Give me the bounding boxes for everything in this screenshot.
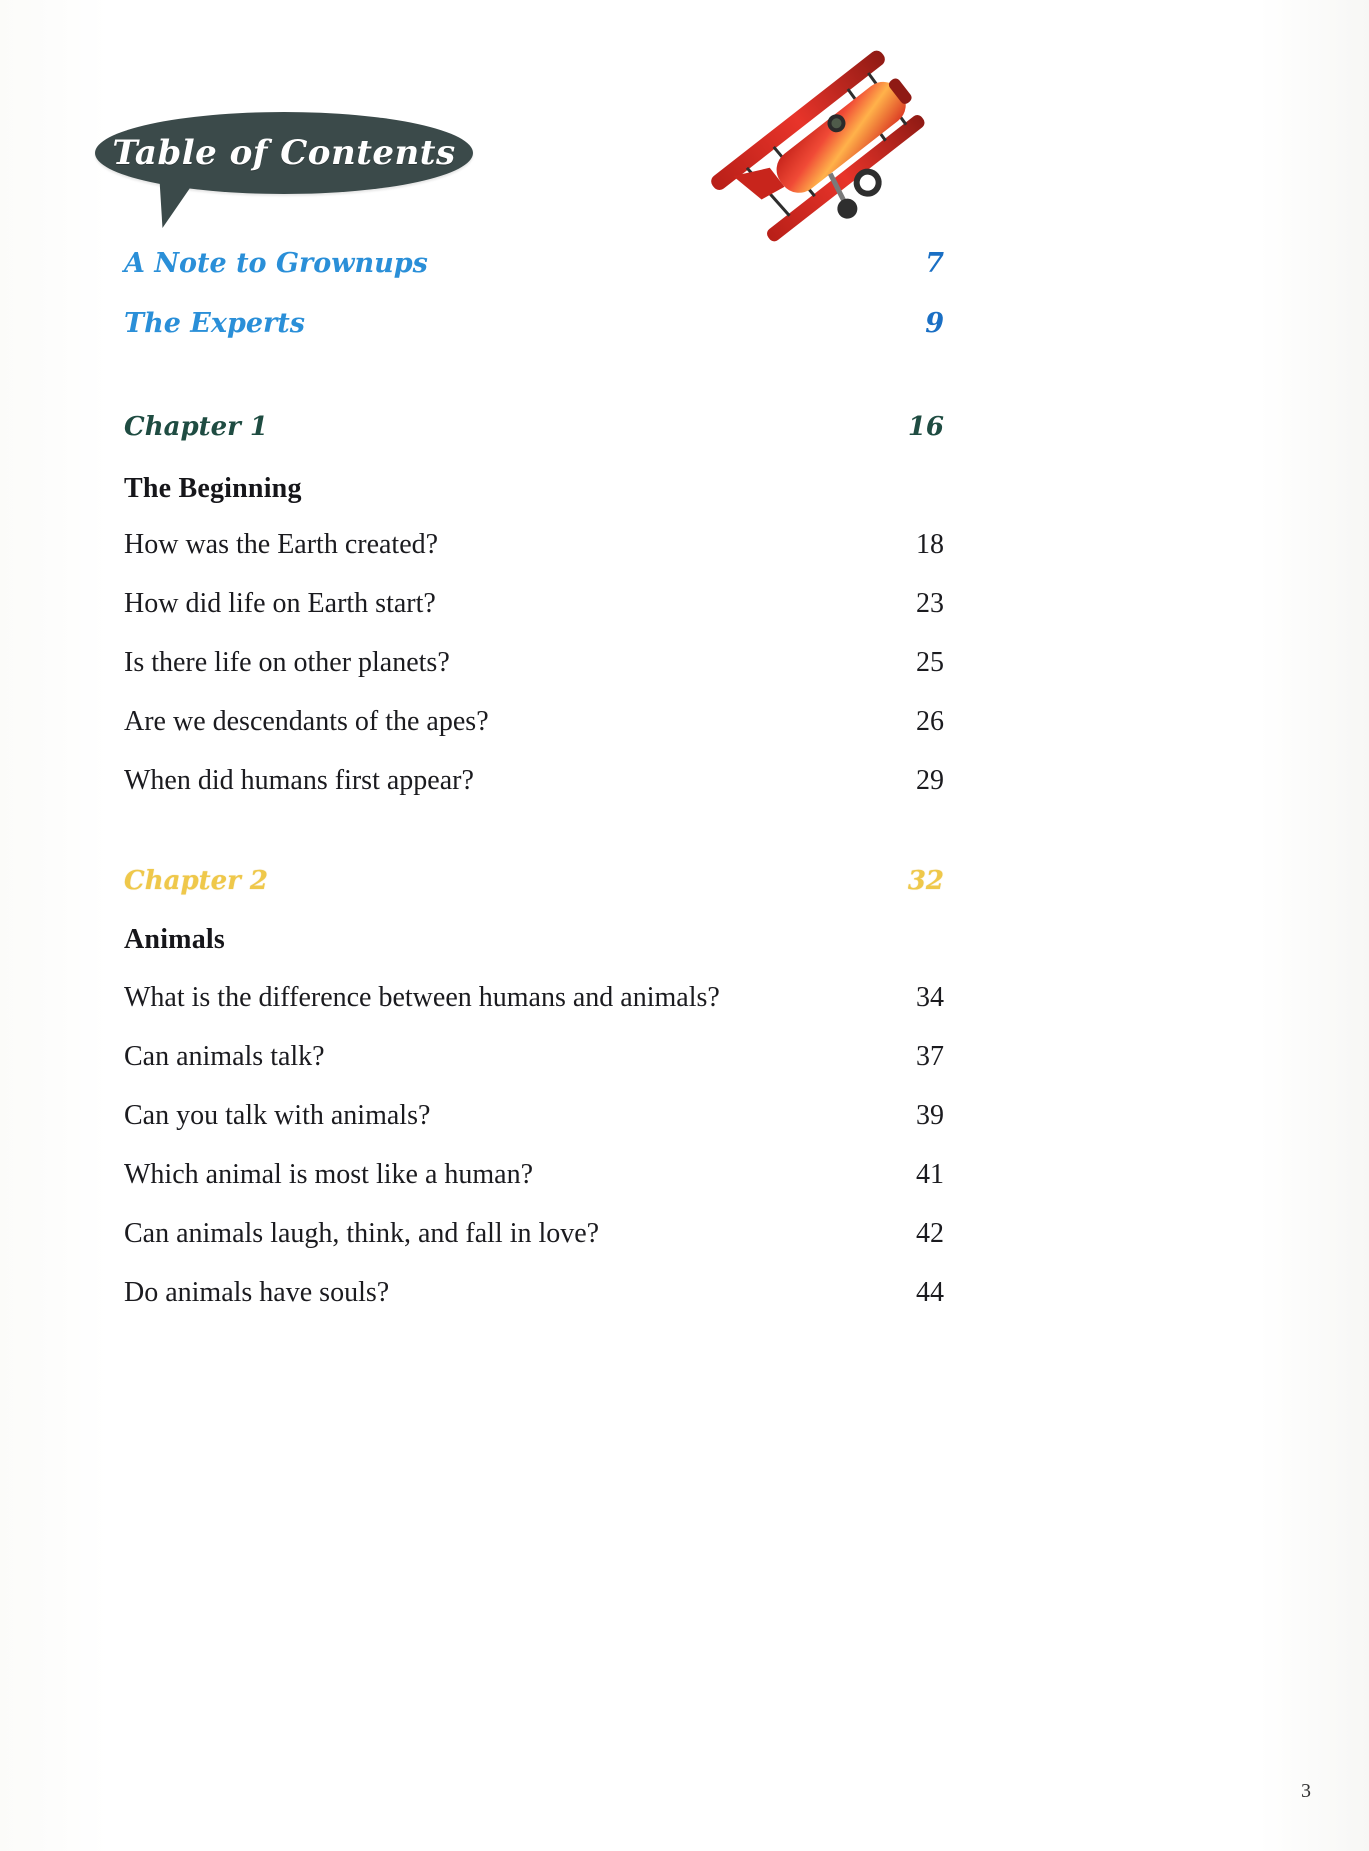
chapter-subject-label: The Beginning: [124, 473, 302, 504]
page-folio-number: 3: [1301, 1780, 1311, 1802]
toc-entry-page: 9: [925, 308, 944, 339]
toc-entry-page: 44: [916, 1277, 944, 1308]
toc-entry[interactable]: [124, 765, 944, 797]
chapter-heading-page: 16: [907, 412, 944, 442]
toc-entry-label: When did humans first appear?: [124, 765, 474, 796]
toc-entry[interactable]: [124, 1218, 944, 1250]
table-of-contents-title-bubble: [95, 112, 480, 227]
toc-entry-page: 23: [916, 588, 944, 619]
toc-entry-page: 41: [916, 1159, 944, 1190]
chapter-1-subject: [124, 473, 944, 505]
toc-entry-page: 26: [916, 706, 944, 737]
toc-entry-page: 18: [916, 529, 944, 560]
toc-entry-page: 25: [916, 647, 944, 678]
toc-entry[interactable]: [124, 1159, 944, 1191]
toc-entry-label: What is the difference between humans and animals?: [124, 982, 720, 1013]
chapter-subject-label: Animals: [124, 924, 225, 955]
chapter-heading-label: Chapter 1: [124, 412, 269, 442]
toc-entry[interactable]: [124, 588, 944, 620]
chapter-2-heading-row[interactable]: [124, 866, 944, 896]
page-title: Table of Contents: [112, 133, 456, 173]
toc-entry-page: 37: [916, 1041, 944, 1072]
toc-entry-page: 7: [925, 248, 944, 279]
toc-entry-label: Is there life on other planets?: [124, 647, 450, 678]
toc-entry-label: Which animal is most like a human?: [124, 1159, 534, 1190]
toc-entry-label: Can animals talk?: [124, 1041, 325, 1072]
chapter-2-subject: [124, 924, 944, 956]
toc-entry[interactable]: [124, 982, 944, 1014]
toc-entry[interactable]: [124, 647, 944, 679]
toc-entry[interactable]: [124, 1041, 944, 1073]
toc-entry-label: How was the Earth created?: [124, 529, 439, 560]
toc-entry-page: 42: [916, 1218, 944, 1249]
toc-entry-label: Can you talk with animals?: [124, 1100, 431, 1131]
toc-entry-note-to-grownups[interactable]: [124, 248, 944, 279]
toc-entry[interactable]: [124, 706, 944, 738]
toc-entry-page: 29: [916, 765, 944, 796]
toc-entry-label: Do animals have souls?: [124, 1277, 390, 1308]
toc-entry-the-experts[interactable]: [124, 308, 944, 339]
toc-entry-page: 39: [916, 1100, 944, 1131]
toc-entry-label: The Experts: [124, 308, 305, 339]
chapter-heading-label: Chapter 2: [124, 866, 269, 896]
chapter-1-heading-row[interactable]: [124, 412, 944, 442]
toc-entry-label: How did life on Earth start?: [124, 588, 436, 619]
toc-entry[interactable]: [124, 1277, 944, 1309]
toc-entry[interactable]: [124, 1100, 944, 1132]
toc-entry[interactable]: [124, 529, 944, 561]
toc-entry-page: 34: [916, 982, 944, 1013]
toc-entry-label: Can animals laugh, think, and fall in love?: [124, 1218, 600, 1249]
chapter-heading-page: 32: [907, 866, 944, 896]
toc-entry-label: A Note to Grownups: [124, 248, 428, 279]
toc-entry-label: Are we descendants of the apes?: [124, 706, 489, 737]
